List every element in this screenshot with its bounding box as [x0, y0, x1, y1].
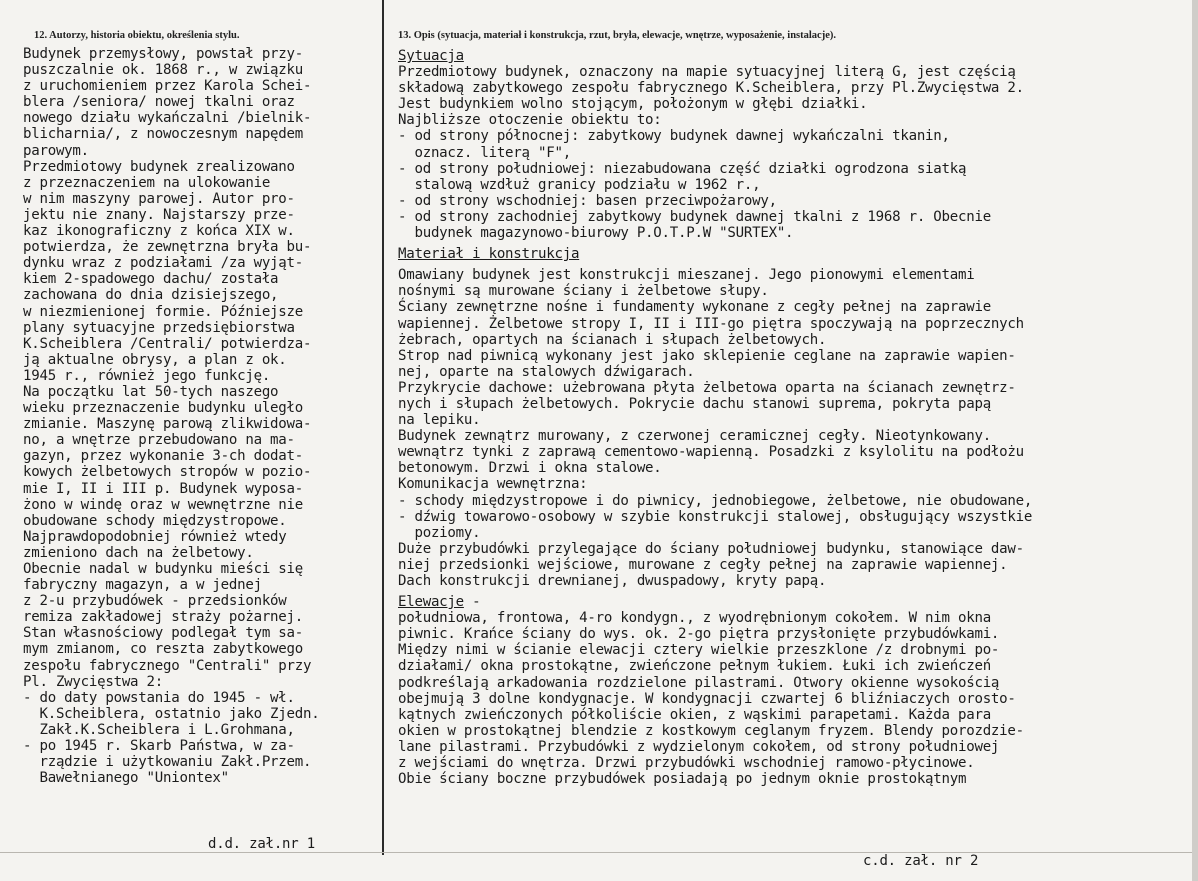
- history-line: blera /seniora/ nowej tkalni oraz: [23, 94, 295, 111]
- history-line: K.Scheiblera, ostatnio jako Zjedn.: [23, 705, 320, 722]
- description-line: działami/ okna prostokątne, zwieńczone pełnym łukiem. Łuki ich zwieńczeń: [398, 658, 991, 675]
- history-line: Na początku lat 50-tych naszego: [23, 383, 279, 400]
- bottom-rule: [0, 852, 1198, 853]
- description-line: wapiennej. Żelbetowe stropy I, II i III-go piętra spoczywają na poprzecznych: [398, 315, 1024, 332]
- description-line: Omawiany budynek jest konstrukcji mieszanej. Jego pionowymi elementami: [398, 267, 975, 284]
- history-line: z uruchomieniem przez Karola Schei-: [23, 78, 312, 95]
- description-line: obejmują 3 dolne kondygnacje. W kondygnacji czwartej 6 bliźniaczych orosto-: [398, 690, 1016, 707]
- right-footer-note: c.d. zał. nr 2: [863, 853, 979, 869]
- history-line: wieku przeznaczenie budynku uległo: [23, 400, 303, 417]
- description-line: - od strony zachodniej zabytkowy budynek dawnej tkalni z 1968 r. Obecnie: [398, 208, 991, 225]
- description-line: żebrach, opartych na ścianach i słupach żelbetowych.: [398, 331, 827, 348]
- description-line: Obie ściany boczne przybudówek posiadają po jednym oknie prostokątnym: [398, 771, 967, 788]
- description-line: z wejściami do wnętrza. Drzwi przybudówki wschodniej ramowo-płycinowe.: [398, 755, 975, 772]
- history-column: [23, 46, 373, 786]
- history-line: puszczalnie ok. 1868 r., w związku: [23, 62, 303, 79]
- description-line: Jest budynkiem wolno stojącym, położonym w głębi działki.: [398, 96, 868, 113]
- description-line: kątnych zwieńczonych półkoliście okien, z wąskimi parapetami. Każda para: [398, 706, 991, 723]
- history-line: dynku wraz z podziałami /za wyjąt-: [23, 255, 303, 272]
- history-line: Najprawdopodobniej również wtedy: [23, 528, 287, 545]
- description-line: stalową wzdłuż granicy podziału w 1962 r.,: [398, 176, 761, 193]
- history-line: rządzie i użytkowaniu Zakł.Przem.: [23, 754, 312, 771]
- description-line: Przykrycie dachowe: użebrowana płyta żelbetowa oparta na ścianach zewnętrz-: [398, 379, 1016, 396]
- left-footer-note: d.d. zał.nr 1: [208, 836, 315, 852]
- history-line: Zakł.K.Scheiblera i L.Grohmana,: [23, 721, 295, 738]
- section-heading-text: Elewacje: [398, 594, 464, 611]
- description-line: betonowym. Drzwi i okna stalowe.: [398, 460, 662, 477]
- history-line: Stan własnościowy podlegał tym sa-: [23, 625, 303, 642]
- history-line: plany sytuacyjne przedsiębiorstwa: [23, 319, 295, 336]
- description-line: nej, oparte na stalowych dźwigarach.: [398, 363, 695, 380]
- history-line: parowym.: [23, 142, 89, 159]
- history-line: ją aktualne obrysy, a plan z ok.: [23, 351, 287, 368]
- section-heading-text: Materiał i konstrukcja: [398, 246, 580, 263]
- history-line: gazyn, przez wykonanie 3-ch dodat-: [23, 448, 303, 465]
- history-line: blicharnia/, z nowoczesnym napędem: [23, 126, 303, 143]
- history-line: K.Scheiblera /Centrali/ potwierdza-: [23, 335, 312, 352]
- history-line: zmieniono dach na żelbetowy.: [23, 544, 254, 561]
- description-line: - od strony wschodniej: basen przeciwpożarowy,: [398, 192, 777, 209]
- history-line: mym zmianom, co reszta zabytkowego: [23, 641, 303, 658]
- history-line: kowych żelbetowych stropów w pozio-: [23, 464, 312, 481]
- section-heading: [398, 48, 1178, 64]
- description-line: Strop nad piwnicą wykonany jest jako sklepienie ceglane na zaprawie wapien-: [398, 347, 1016, 364]
- history-line: w niezmienionej formie. Późniejsze: [23, 303, 303, 320]
- section-13-header: 13. Opis (sytuacja, materiał i konstrukcja, rzut, bryła, elewacje, wnętrze, wyposażenie, instalacje).: [398, 30, 837, 41]
- history-line: remiza zakładowej straży pożarnej.: [23, 609, 303, 626]
- description-line: - od strony południowej: niezabudowana część działki ogrodzona siatką: [398, 160, 967, 177]
- section-heading-text: Sytuacja: [398, 48, 464, 64]
- history-line: - do daty powstania do 1945 - wł.: [23, 689, 295, 706]
- history-line: Budynek przemysłowy, powstał przy-: [23, 46, 303, 62]
- description-column: [398, 48, 1178, 787]
- description-line: poziomy.: [398, 524, 481, 541]
- history-line: - po 1945 r. Skarb Państwa, w za-: [23, 738, 295, 755]
- history-line: z 2-u przybudówek - przedsionków: [23, 593, 287, 610]
- description-line: Komunikacja wewnętrzna:: [398, 476, 588, 493]
- description-line: Ściany zewnętrzne nośne i fundamenty wykonane z cegły pełnej na zaprawie: [398, 299, 991, 316]
- history-line: fabryczny magazyn, a w jednej: [23, 577, 262, 594]
- history-line: z przeznaczeniem na ulokowanie: [23, 174, 271, 191]
- description-line: nych i słupach żelbetowych. Pokrycie dachu stanowi suprema, pokryta papą: [398, 395, 991, 412]
- description-line: - od strony północnej: zabytkowy budynek dawnej wykańczalni tkanin,: [398, 128, 950, 145]
- description-line: okien w prostokątnej blendzie z kostkowym ceglanym fryzem. Blendy porozdzie-: [398, 722, 1024, 739]
- description-line: Najbliższe otoczenie obiektu to:: [398, 112, 662, 129]
- history-line: kiem 2-spadowego dachu/ została: [23, 271, 279, 288]
- section-heading-suffix: -: [463, 594, 481, 611]
- description-line: piwnic. Krańce ściany do wys. ok. 2-go piętra przysłonięte przybudówkami.: [398, 626, 1000, 643]
- history-line: w nim maszyny parowej. Autor pro-: [23, 190, 295, 207]
- description-line: - dźwig towarowo-osobowy w szybie konstrukcji stalowej, obsługujący wszystkie: [398, 508, 1033, 525]
- description-line: oznacz. literą "F",: [398, 144, 571, 161]
- history-line: no, a wnętrze przebudowano na ma-: [23, 432, 295, 449]
- description-line: budynek magazynowo-biurowy P.O.T.P.W "SURTEX".: [398, 225, 794, 242]
- history-line: mie I, II i III p. Budynek wyposa-: [23, 480, 303, 497]
- description-line: - schody międzystropowe i do piwnicy, jednobiegowe, żelbetowe, nie obudowane,: [398, 492, 1033, 509]
- history-line: zmianie. Maszynę parową zlikwidowa-: [23, 416, 312, 433]
- section-heading: [398, 246, 1178, 262]
- description-line: Między nimi w ścianie elewacji cztery wielkie przeszklone /z drobnymi po-: [398, 642, 1000, 659]
- description-line: nośnymi są murowane ściany i żelbetowe słupy.: [398, 283, 769, 300]
- description-line: Przedmiotowy budynek, oznaczony na mapie sytuacyjnej literą G, jest częścią: [398, 64, 1016, 81]
- description-line: niej przedsionki wejściowe, murowane z cegły pełnej na zaprawie wapiennej.: [398, 556, 1008, 573]
- description-line: wewnątrz tynki z zaprawą cementowo-wapienną. Posadzki z ksylolitu na podłożu: [398, 444, 1024, 461]
- history-line: żono w windę oraz w wewnętrzne nie: [23, 496, 303, 513]
- description-line: składową zabytkowego zespołu fabrycznego K.Scheiblera, przy Pl.Zwycięstwa 2.: [398, 80, 1024, 97]
- history-line: potwierdza, że zewnętrzna bryła bu-: [23, 239, 312, 256]
- history-line: kaz ikonograficzny z końca XIX w.: [23, 223, 295, 240]
- description-line: na lepiku.: [398, 412, 481, 429]
- history-line: nowego działu wykańczalni /bielnik-: [23, 110, 312, 127]
- history-line: Pl. Zwycięstwa 2:: [23, 673, 163, 690]
- history-line: jektu nie znany. Najstarszy prze-: [23, 206, 295, 223]
- history-line: zespołu fabrycznego "Centrali" przy: [23, 657, 312, 674]
- history-line: 1945 r., również jego funkcję.: [23, 367, 271, 384]
- history-line: Obecnie nadal w budynku mieści się: [23, 561, 303, 577]
- column-divider: [382, 0, 384, 855]
- page-edge: [1192, 0, 1198, 881]
- description-line: podkreślają arkadowania rozdzielone pilastrami. Otwory okienne wysokością: [398, 674, 1000, 691]
- section-12-header: 12. Autorzy, historia obiektu, określenia stylu.: [34, 30, 240, 41]
- description-line: Dach konstrukcji drewnianej, dwuspadowy, kryty papą.: [398, 573, 827, 589]
- history-line: Bawełnianego "Uniontex": [23, 770, 229, 787]
- description-line: lane pilastrami. Przybudówki z wydzielonym cokołem, od strony południowej: [398, 738, 1000, 755]
- description-line: południowa, frontowa, 4-ro kondygn., z wyodrębnionym cokołem. W nim okna: [398, 610, 991, 627]
- history-line: zachowana do dnia dzisiejszego,: [23, 287, 279, 304]
- description-line: Duże przybudówki przylegające do ściany południowej budynku, stanowiące daw-: [398, 540, 1024, 557]
- history-line: Przedmiotowy budynek zrealizowano: [23, 158, 295, 175]
- section-heading: [398, 594, 1178, 610]
- history-line: obudowane schody międzystropowe.: [23, 512, 287, 529]
- description-line: Budynek zewnątrz murowany, z czerwonej ceramicznej cegły. Nieotynkowany.: [398, 428, 991, 445]
